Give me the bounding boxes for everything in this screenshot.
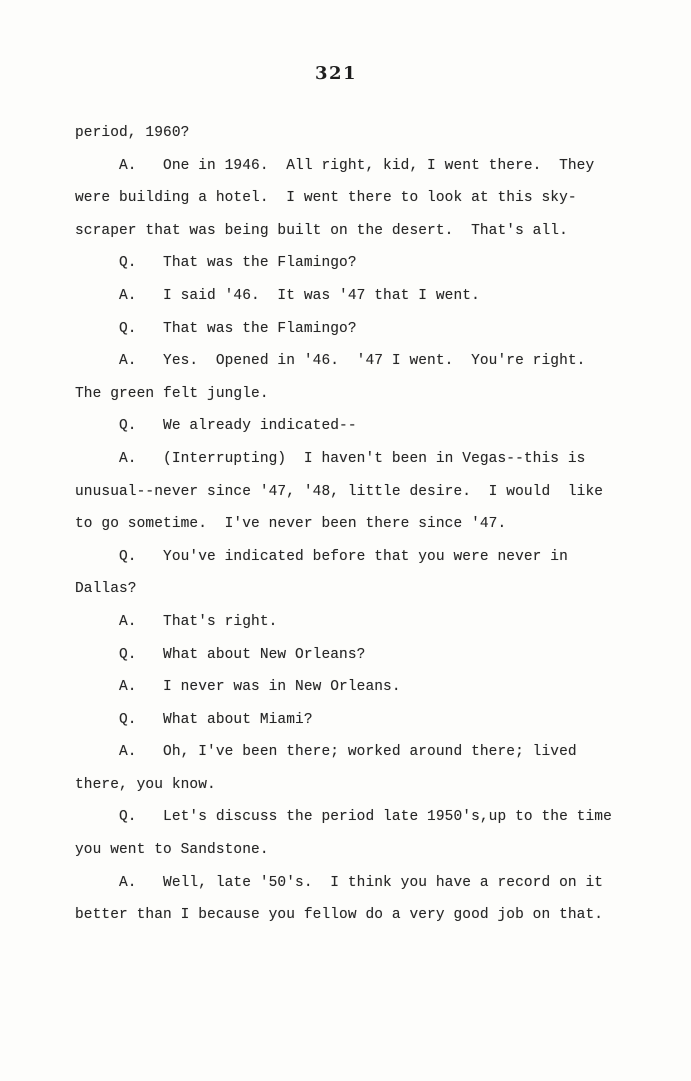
transcript-line: better than I because you fellow do a very good job on that. (75, 907, 604, 924)
transcript-line: Q. That was the Flamingo? (75, 320, 357, 337)
transcript-line: A. I never was in New Orleans. (75, 679, 401, 696)
transcript-line: to go sometime. I've never been there since '47. (75, 516, 507, 533)
transcript-line: period, 1960? (75, 125, 190, 141)
transcript-line: A. That's right. (75, 613, 278, 630)
transcript-line: A. Well, late '50's. I think you have a record on it (75, 874, 604, 891)
transcript-line: A. Yes. Opened in '46. '47 I went. You're right. (75, 353, 586, 370)
transcript-line: Q. We already indicated-- (75, 418, 357, 435)
transcript-line: The green felt jungle. (75, 385, 269, 402)
transcript-line: A. (Interrupting) I haven't been in Vegas--this is (75, 450, 586, 467)
transcript-line: A. One in 1946. All right, kid, I went there. They (75, 157, 595, 174)
transcript-line: Q. You've indicated before that you were never in (75, 548, 568, 565)
transcript-line: you went to Sandstone. (75, 842, 269, 859)
transcript-line: unusual--never since '47, '48, little desire. I would like (75, 483, 604, 500)
transcript-line: Dallas? (75, 581, 137, 598)
transcript-line: were building a hotel. I went there to look at this sky- (75, 190, 577, 207)
transcript-line: A. Oh, I've been there; worked around there; lived (75, 744, 577, 761)
transcript-line: scraper that was being built on the desert. That's all. (75, 222, 568, 239)
transcript-line: there, you know. (75, 776, 216, 793)
transcript-line: Q. What about Miami? (75, 711, 313, 728)
transcript-line: Q. That was the Flamingo? (75, 255, 357, 272)
transcript-line: A. I said '46. It was '47 that I went. (75, 287, 480, 304)
page-number: 321 (314, 63, 358, 84)
transcript-line: Q. Let's discuss the period late 1950's,up to the time (75, 809, 612, 826)
transcript-line: Q. What about New Orleans? (75, 646, 366, 663)
transcript-body (75, 117, 635, 932)
